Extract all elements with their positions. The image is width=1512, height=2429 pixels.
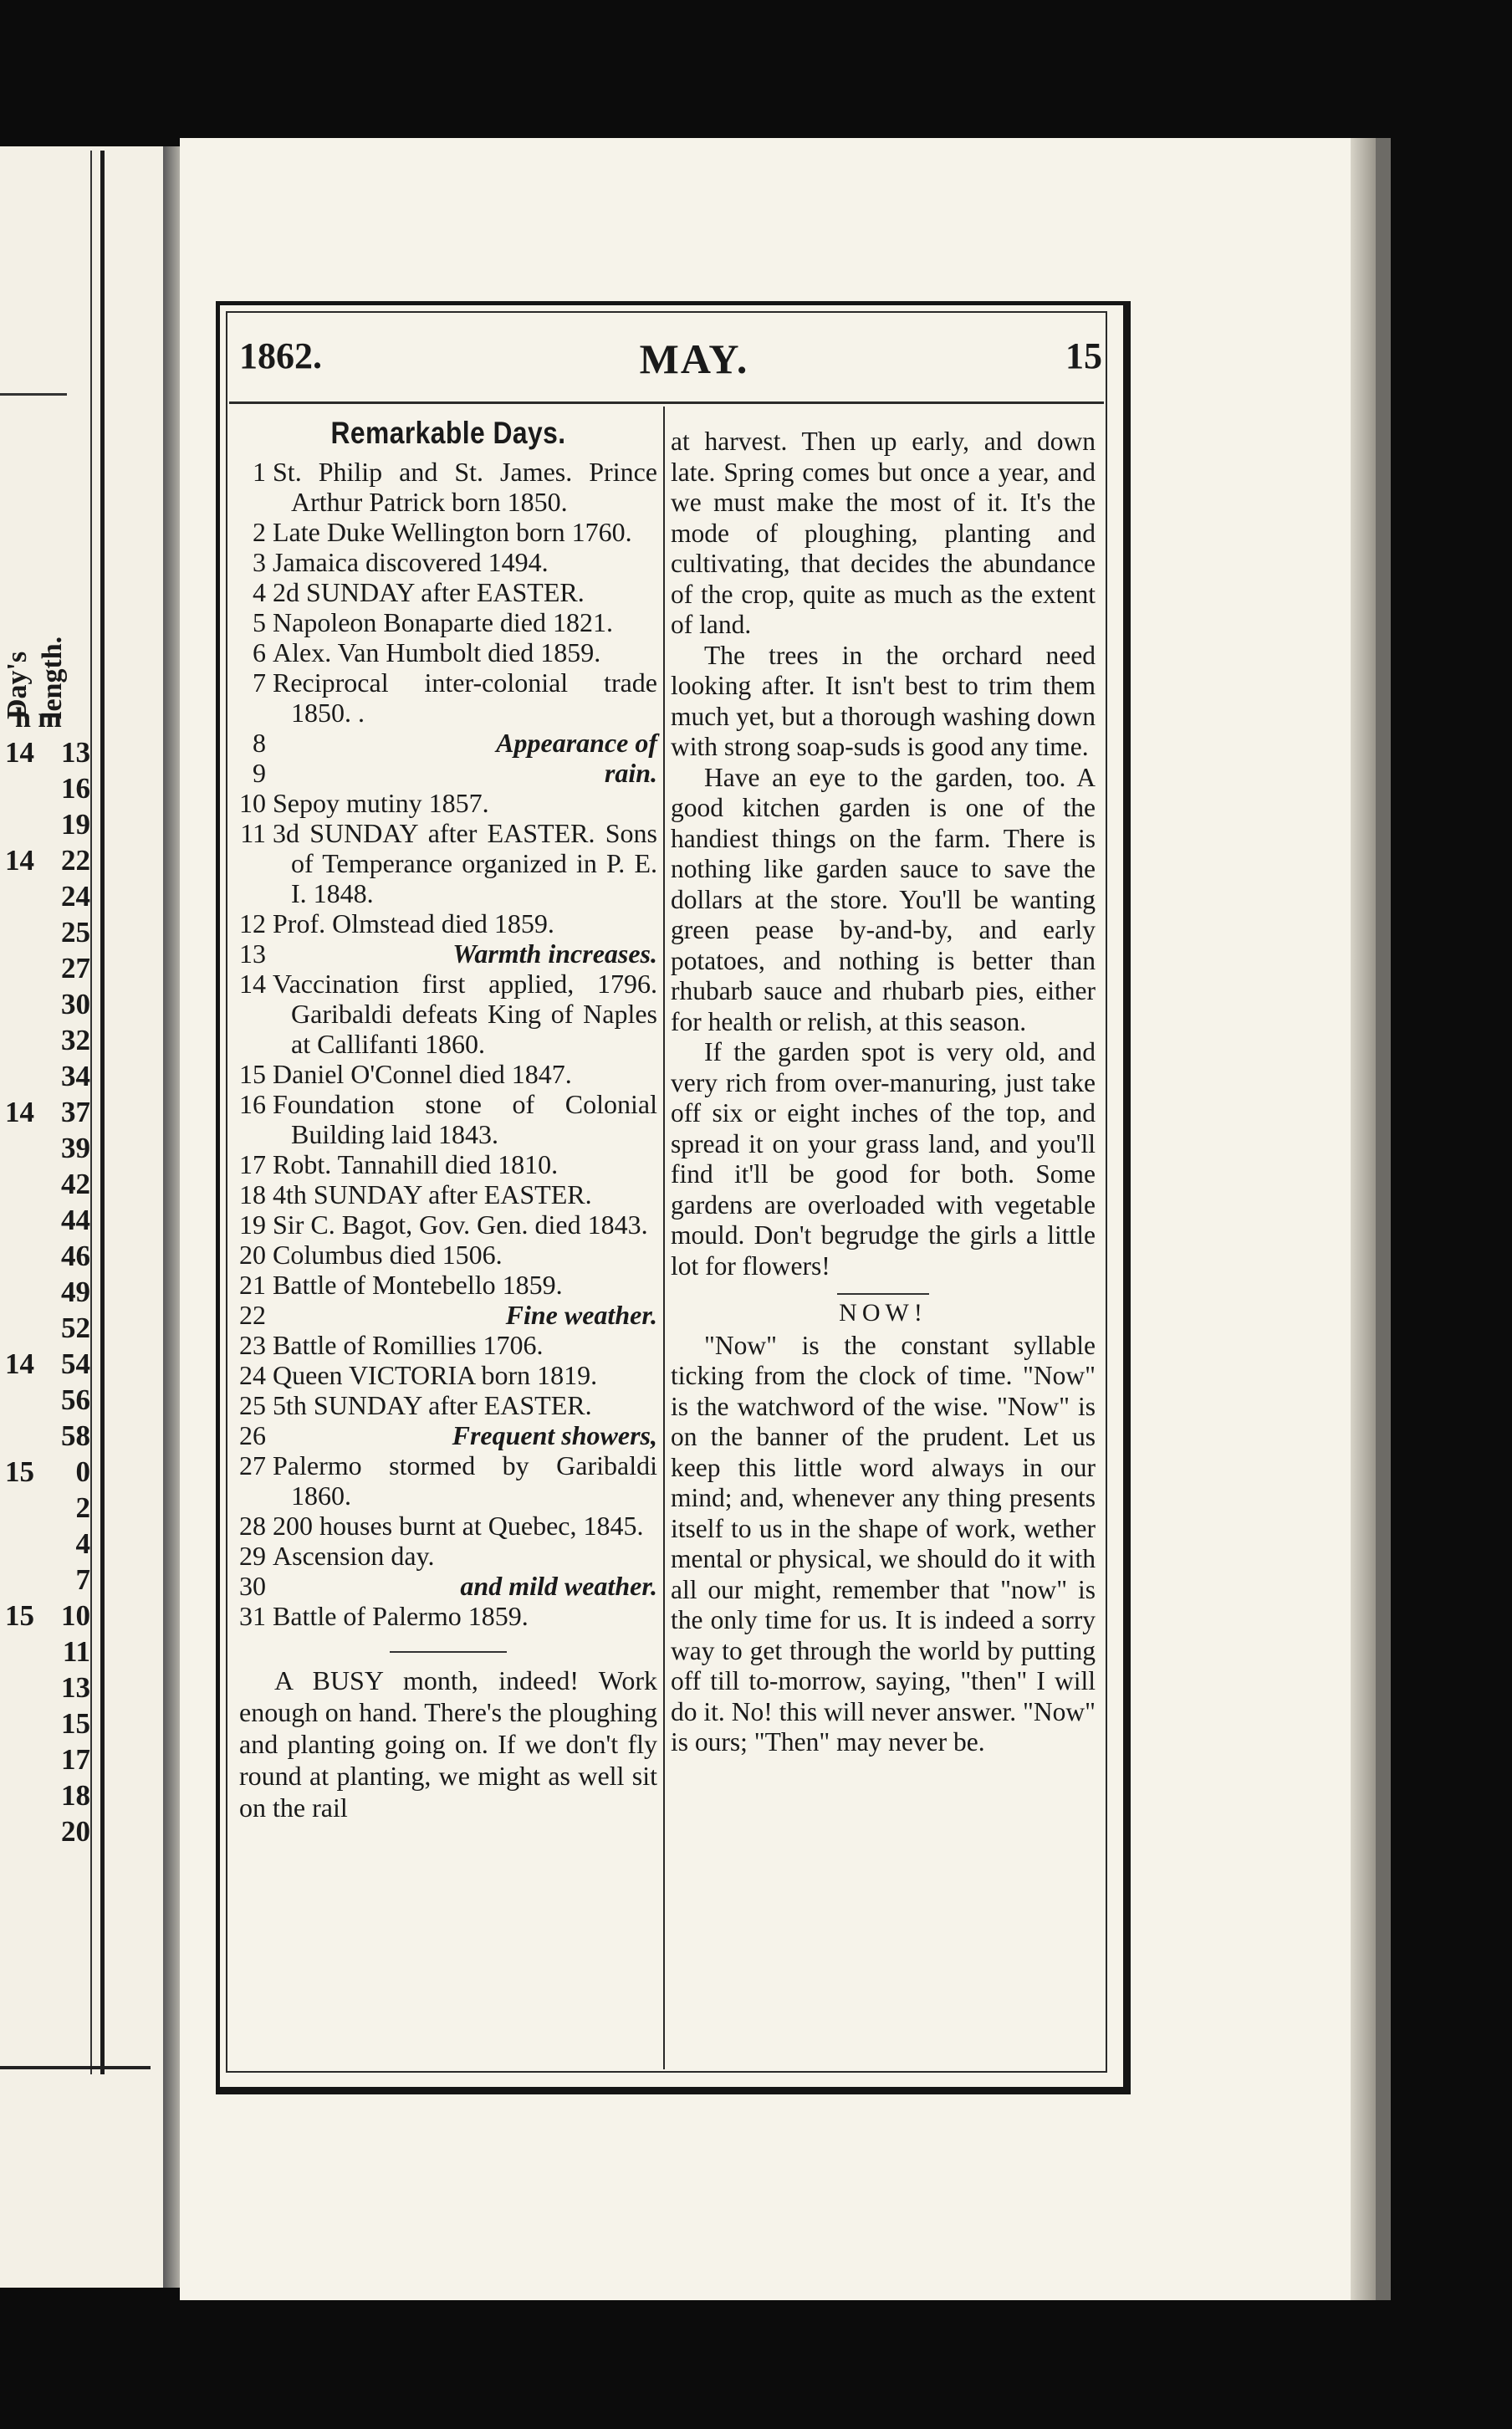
days-length-minutes: 56 [61, 1383, 90, 1416]
day-number: 17 [239, 1149, 266, 1179]
days-length-hours: 14 [5, 1347, 34, 1380]
day-number: 10 [239, 788, 266, 818]
day-number: 19 [239, 1209, 266, 1240]
days-length-row [0, 1815, 94, 1851]
remarkable-day-entry [239, 1360, 657, 1390]
day-event: 5th SUNDAY after EASTER. [273, 1390, 592, 1420]
remarkable-day-entry [239, 667, 657, 728]
days-length-heading-line2: length. [37, 636, 68, 719]
days-length-row [0, 1204, 94, 1240]
days-length-row [0, 1132, 94, 1168]
now-paragraph: "Now" is the constant syllable ticking from the clock of time. "Now" is the watchword of the wise. "Now" is on the banner of the prudent. Let us keep this little word always in our mind; and, whenever any thing presents itself to us in the shape of work, wether mental or physical, we should do it with all our might, remember that "now" is the only time for us. It is indeed a sorry way to get through the world by putting off till to-morrow, saying, "then" I will do it. No! this will never answer. "Now" is ours; "Then" may never be. [671, 1330, 1096, 1757]
remarkable-day-entry [239, 577, 657, 607]
day-number: 22 [239, 1300, 266, 1330]
day-number: 26 [239, 1420, 266, 1450]
day-event: Queen VICTORIA born 1819. [273, 1360, 598, 1390]
now-title: NOW! [839, 1299, 927, 1327]
days-length-row [0, 1635, 94, 1671]
day-event: Robt. Tannahill died 1810. [273, 1149, 559, 1179]
days-length-minutes: 42 [61, 1168, 90, 1200]
days-length-row [0, 1779, 94, 1815]
remarkable-days-column [239, 418, 657, 1823]
days-length-row [0, 916, 94, 952]
days-length-row [0, 1312, 94, 1347]
days-length-minutes: 18 [61, 1779, 90, 1812]
day-event: St. Philip and St. James. Prince Arthur Patrick born 1850. [273, 457, 657, 517]
remarkable-day-entry [239, 637, 657, 667]
day-number: 16 [239, 1089, 266, 1119]
remarkable-day-entry [239, 1270, 657, 1300]
day-number: 18 [239, 1179, 266, 1209]
page-edge [1351, 138, 1376, 2300]
day-event: Battle of Montebello 1859. [273, 1270, 563, 1300]
days-length-minutes: 4 [75, 1527, 90, 1560]
day-number: 12 [239, 908, 266, 938]
days-length-row [0, 1347, 94, 1383]
days-length-minutes: 34 [61, 1060, 90, 1092]
remarkable-day-entry [239, 908, 657, 938]
day-event: Columbus died 1506. [273, 1240, 503, 1270]
days-length-minutes: 15 [61, 1707, 90, 1740]
remarkable-day-entry [239, 1149, 657, 1179]
remarkable-day-entry [239, 969, 657, 1059]
now-section-rule [837, 1293, 929, 1295]
days-length-row [0, 880, 94, 916]
days-length-heading [2, 586, 69, 719]
day-event: Vaccination first applied, 1796. Garibaldi defeats King of Naples at Callifanti 1860. [273, 969, 657, 1059]
days-length-minutes: 46 [61, 1240, 90, 1272]
days-length-row [0, 1671, 94, 1707]
day-event: Palermo stormed by Garibaldi 1860. [273, 1450, 657, 1511]
days-length-row [0, 1276, 94, 1312]
days-length-minutes: 20 [61, 1815, 90, 1848]
days-length-minutes: 37 [61, 1096, 90, 1128]
days-length-minutes: 19 [61, 808, 90, 841]
remarkable-day-entry [239, 1179, 657, 1209]
days-length-row [0, 736, 94, 772]
days-length-minutes: 54 [61, 1347, 90, 1380]
day-number: 24 [239, 1360, 266, 1390]
days-length-row [0, 808, 94, 844]
weather-note: Fine weather. [505, 1300, 657, 1330]
days-length-row [0, 1419, 94, 1455]
day-event: Prof. Olmstead died 1859. [273, 908, 554, 938]
days-length-row [0, 1383, 94, 1419]
remarkable-day-entry [239, 1420, 657, 1450]
remarkable-day-entry [239, 728, 657, 758]
days-length-minutes: 22 [61, 844, 90, 877]
day-number: 27 [239, 1450, 266, 1480]
remarkable-days-title: Remarkable Days. [330, 416, 566, 450]
remarkable-day-entry [239, 547, 657, 577]
days-length-minutes: 25 [61, 916, 90, 949]
days-length-heading-line1: Day's [2, 651, 33, 719]
days-length-row [0, 772, 94, 808]
weather-note: Frequent showers, [452, 1420, 657, 1450]
remarkable-day-entry [239, 517, 657, 547]
book-gutter [163, 146, 181, 2288]
day-number: 28 [239, 1511, 266, 1541]
header-page-number: 15 [1065, 335, 1102, 376]
days-length-row [0, 1563, 94, 1599]
day-number: 2 [253, 517, 266, 547]
days-length-row [0, 988, 94, 1024]
day-event: Ascension day. [273, 1541, 435, 1571]
days-length-minutes: 39 [61, 1132, 90, 1164]
day-event: Daniel O'Connel died 1847. [273, 1059, 572, 1089]
advice-paragraph: at harvest. Then up early, and down late. Spring comes but once a year, and we must make the most of it. It's the mode of ploughing, planting and cultivating, that decides the abundance of the crop, quite as much as the extent of land. [671, 427, 1096, 639]
days-length-minutes: 16 [61, 772, 90, 805]
day-number: 4 [253, 577, 266, 607]
day-event: Sepoy mutiny 1857. [273, 788, 489, 818]
days-length-minutes: 10 [61, 1599, 90, 1632]
day-event: Jamaica discovered 1494. [273, 547, 549, 577]
days-length-row [0, 1491, 94, 1527]
remarkable-day-entry [239, 607, 657, 637]
day-event: 4th SUNDAY after EASTER. [273, 1179, 592, 1209]
day-number: 30 [239, 1571, 266, 1601]
day-number: 11 [240, 818, 266, 848]
days-length-row [0, 1240, 94, 1276]
day-number: 20 [239, 1240, 266, 1270]
days-length-minutes: 13 [61, 1671, 90, 1704]
day-event: Battle of Romillies 1706. [273, 1330, 544, 1360]
days-length-minutes: 17 [61, 1743, 90, 1776]
day-number: 1 [253, 457, 266, 487]
day-number: 31 [239, 1601, 266, 1631]
section-rule [390, 1651, 507, 1653]
header-year: 1862. [239, 335, 322, 376]
days-length-minutes: 7 [75, 1563, 90, 1596]
day-number: 15 [239, 1059, 266, 1089]
day-number: 8 [253, 728, 266, 758]
header-rule [229, 401, 1104, 404]
days-length-minutes: 0 [75, 1455, 90, 1488]
remarkable-day-entry [239, 938, 657, 969]
remarkable-day-entry [239, 758, 657, 788]
day-event: 3d SUNDAY after EASTER. Sons of Temperance organized in P. E. I. 1848. [273, 818, 657, 908]
remarkable-day-entry [239, 1300, 657, 1330]
day-event: Late Duke Wellington born 1760. [273, 517, 632, 547]
days-length-row [0, 1024, 94, 1060]
days-length-minutes: 27 [61, 952, 90, 984]
remarkable-day-entry [239, 1571, 657, 1601]
days-length-minutes: 44 [61, 1204, 90, 1236]
days-length-column [0, 736, 94, 1851]
remarkable-day-entry [239, 1089, 657, 1149]
remarkable-day-entry [239, 1330, 657, 1360]
day-number: 25 [239, 1390, 266, 1420]
days-length-row [0, 1599, 94, 1635]
advice-paragraph: If the garden spot is very old, and very rich from over-manuring, just take off six or eight inches of the top, and spread it on your grass land, and you'll find it'll be good for both. Some gardens are overloaded with vegetable mould. Don't begrudge the girls a little lot for flowers! [671, 1037, 1096, 1281]
day-event: Napoleon Bonaparte died 1821. [273, 607, 613, 637]
day-number: 3 [253, 547, 266, 577]
day-event: Sir C. Bagot, Gov. Gen. died 1843. [273, 1209, 648, 1240]
day-number: 29 [239, 1541, 266, 1571]
header-month: MAY. [639, 335, 749, 382]
days-length-minutes: 24 [61, 880, 90, 913]
remarkable-day-entry [239, 1511, 657, 1541]
day-number: 13 [239, 938, 266, 969]
remarkable-day-entry [239, 1541, 657, 1571]
day-number: 23 [239, 1330, 266, 1360]
day-number: 21 [239, 1270, 266, 1300]
day-number: 14 [239, 969, 266, 999]
facing-page-header-rule [0, 393, 67, 396]
day-event: Reciprocal inter-colonial trade 1850. . [273, 667, 657, 728]
days-length-minutes: 2 [75, 1491, 90, 1524]
days-length-minutes: 11 [62, 1635, 90, 1668]
remarkable-day-entry [239, 1390, 657, 1420]
day-event: Foundation stone of Colonial Building laid 1843. [273, 1089, 657, 1149]
remarkable-days-list [239, 457, 657, 1631]
days-length-minutes: 13 [61, 736, 90, 769]
day-number: 6 [253, 637, 266, 667]
remarkable-day-entry [239, 1209, 657, 1240]
column-divider [663, 407, 665, 2069]
facing-page-bottom-rule [0, 2066, 151, 2069]
days-length-minutes: 32 [61, 1024, 90, 1056]
days-length-hours: 14 [5, 1096, 34, 1128]
days-length-minutes: 58 [61, 1419, 90, 1452]
days-length-row [0, 1060, 94, 1096]
remarkable-day-entry [239, 1601, 657, 1631]
days-length-row [0, 1096, 94, 1132]
days-length-units: h m [15, 703, 62, 734]
days-length-hours: 15 [5, 1599, 34, 1632]
remarkable-day-entry [239, 788, 657, 818]
days-length-row [0, 1743, 94, 1779]
advice-column [671, 427, 1096, 1758]
weather-note: and mild weather. [460, 1571, 657, 1601]
weather-note: Warmth increases. [452, 938, 657, 969]
day-number: 9 [253, 758, 266, 788]
days-length-minutes: 30 [61, 988, 90, 1020]
remarkable-day-entry [239, 457, 657, 517]
days-length-row [0, 1527, 94, 1563]
day-number: 5 [253, 607, 266, 637]
days-length-minutes: 49 [61, 1276, 90, 1308]
day-event: Alex. Van Humbolt died 1859. [273, 637, 601, 667]
busy-month-paragraph: A BUSY month, indeed! Work enough on hand. There's the ploughing and planting going on. If we don't fly round at planting, we might as well sit on the rail [239, 1665, 657, 1823]
day-event: 200 houses burnt at Quebec, 1845. [273, 1511, 644, 1541]
day-event: 2d SUNDAY after EASTER. [273, 577, 585, 607]
remarkable-day-entry [239, 1240, 657, 1270]
days-length-hours: 15 [5, 1455, 34, 1488]
days-length-hours: 14 [5, 736, 34, 769]
weather-note: Appearance of [496, 728, 657, 758]
advice-paragraph: Have an eye to the garden, too. A good kitchen garden is one of the handiest things on the farm. There is nothing like garden sauce to save the dollars at the store. You'll be wanting green pease by-and-by, and early potatoes, and nothing is better than rhubarb sauce and rhubarb pies, either for health or relish, at this season. [671, 762, 1096, 1036]
weather-note: rain. [604, 758, 657, 788]
days-length-row [0, 1168, 94, 1204]
advice-paragraph: The trees in the orchard need looking after. It isn't best to trim them much yet, but a thorough washing down with strong soap-suds is good any time. [671, 640, 1096, 761]
remarkable-day-entry [239, 818, 657, 908]
days-length-row [0, 1455, 94, 1491]
days-length-hours: 14 [5, 844, 34, 877]
days-length-minutes: 52 [61, 1312, 90, 1344]
remarkable-day-entry [239, 1450, 657, 1511]
day-number: 7 [253, 667, 266, 698]
days-length-row [0, 1707, 94, 1743]
days-length-row [0, 952, 94, 988]
day-event: Battle of Palermo 1859. [273, 1601, 529, 1631]
page-edge-shadow [1376, 138, 1391, 2300]
days-length-row [0, 844, 94, 880]
remarkable-day-entry [239, 1059, 657, 1089]
